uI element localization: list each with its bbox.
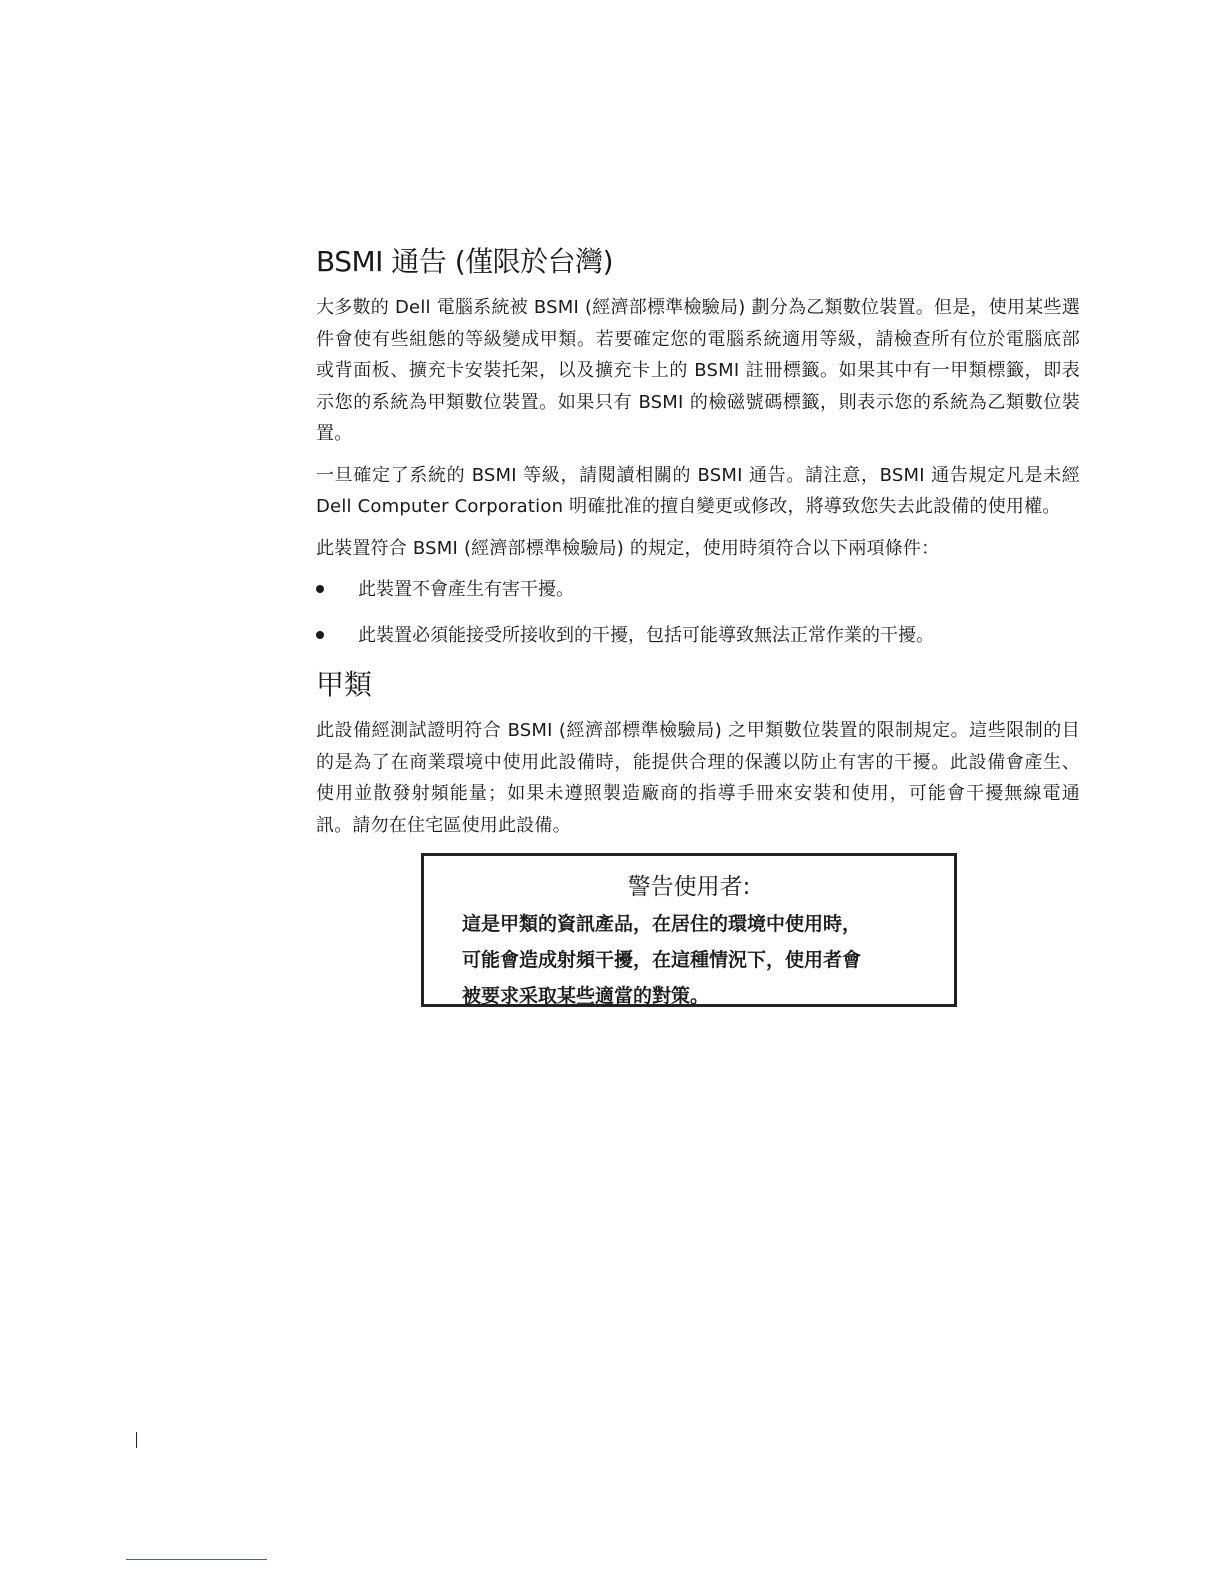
bsmi-paragraph-3: 此裝置符合 BSMI (經濟部標準檢驗局) 的規定，使用時須符合以下兩項條件：: [316, 537, 940, 559]
warning-line-3: 被要求采取某些適當的對策。: [462, 985, 710, 1007]
footer-rule: [126, 1559, 267, 1560]
list-item-text: 此裝置必須能接受所接收到的干擾，包括可能導致無法正常作業的干擾。: [358, 624, 934, 646]
list-item-text: 此裝置不會產生有害干擾。: [358, 579, 574, 600]
list-item: [316, 620, 1080, 652]
bullet-icon: [316, 631, 324, 639]
warning-title: 警告使用者:: [627, 874, 751, 900]
bsmi-notice-title: BSMI 通告 (僅限於台灣): [316, 245, 614, 278]
bsmi-paragraph-1: 大多數的 Dell 電腦系統被 BSMI (經濟部標準檢驗局) 劃分為乙類數位裝置。但是，使用某些選件會使有些組態的等級變成甲類。若要確定您的電腦系統適用等級，請檢查所有位於電腦底部或背面板、擴充卡安裝托架，以及擴充卡上的 BSMI 註冊標籤。如果其中有一甲類標籤，即表示您的系統為甲類數位裝置。如果只有 BSMI 的檢磁號碼標籤，則表示您的系統為乙類數位裝置。: [316, 297, 1080, 444]
bsmi-paragraph-2: 一旦確定了系統的 BSMI 等級，請閱讀相關的 BSMI 通告。請注意，BSMI 通告規定凡是未經 Dell Computer Corporation 明確批准的擅自變更或修改，將導致您失去此設備的使用權。: [316, 464, 1080, 517]
warning-line-1: 這是甲類的資訊產品，在居住的環境中使用時，: [462, 913, 862, 935]
page-content: [316, 242, 1080, 851]
list-item: [316, 574, 1080, 606]
conditions-list: [316, 574, 1080, 651]
margin-bar: [136, 1432, 137, 1448]
warning-box: [421, 853, 957, 1007]
bullet-icon: [316, 585, 324, 593]
class-a-title: 甲類: [316, 668, 373, 701]
class-a-paragraph: 此設備經測試證明符合 BSMI (經濟部標準檢驗局) 之甲類數位裝置的限制規定。這些限制的目的是為了在商業環境中使用此設備時，能提供合理的保護以防止有害的干擾。此設備會產生、使用並散發射頻能量；如果未遵照製造廠商的指導手冊來安裝和使用，可能會干擾無線電通訊。請勿在住宅區使用此設備。: [316, 720, 1080, 836]
warning-line-2: 可能會造成射頻干擾，在這種情況下，使用者會: [462, 949, 862, 971]
